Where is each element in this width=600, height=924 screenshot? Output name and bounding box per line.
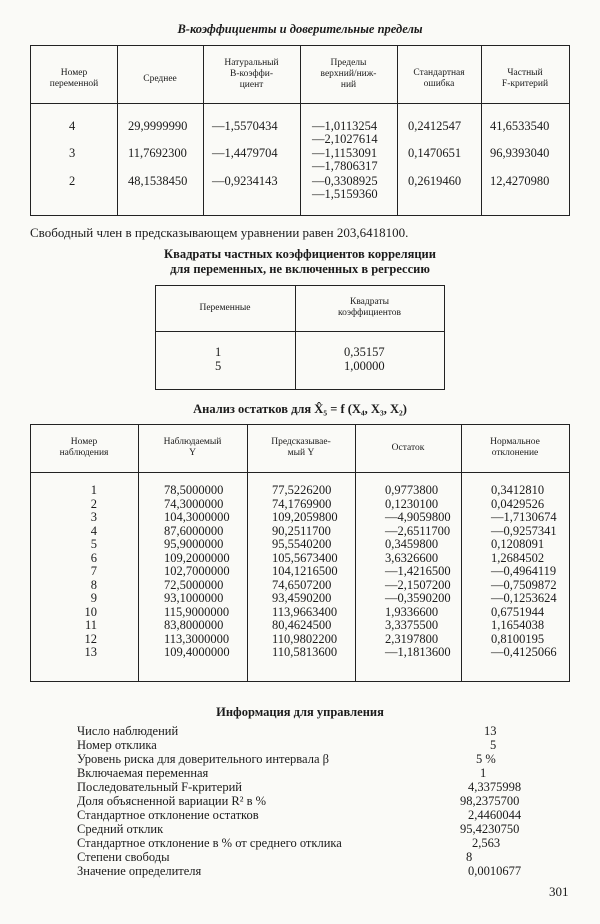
t1-row2-lower: —1,7806317 — [312, 159, 378, 173]
t1-row3-f: 12,4270980 — [490, 174, 550, 188]
t3-header-normdev: Нормальное отклонение — [490, 437, 540, 458]
t3-observed-row10: 115,9000000 — [164, 604, 230, 619]
t1-row2-mean: 11,7692300 — [128, 146, 187, 160]
page-number: 301 — [549, 884, 569, 899]
t3-predicted-row8: 74,6507200 — [272, 577, 332, 592]
t3-predicted-row4: 90,2511700 — [272, 523, 331, 538]
control-value-3: 5 % — [476, 752, 496, 766]
t3-observed-row1: 78,5000000 — [164, 483, 224, 497]
control-value-5: 4,3375998 — [468, 780, 522, 794]
t3-predicted-row12: 110,9802200 — [272, 631, 338, 646]
t2-header-vars: Переменные — [199, 303, 251, 313]
t3-residual-row13: —1,1813600 — [385, 645, 451, 659]
t3-normdev-row4: —0,9257341 — [491, 523, 557, 538]
table3-title: Анализ остатков для X̂₅ = f (X₄, X₃, X₂) — [193, 402, 407, 416]
control-value-4: 1 — [480, 766, 487, 780]
t3-predicted-row10: 113,9663400 — [272, 604, 338, 619]
t1-header-se: Стандартная ошибка — [413, 68, 465, 89]
t3-observed-row5: 95,9000000 — [164, 537, 224, 551]
t3-normdev-row5: 0,1208091 — [491, 537, 545, 551]
table2-title-line2: для переменных, не включенных в регрессию — [170, 262, 430, 276]
t1-row1-coef: —1,5570434 — [212, 119, 278, 133]
t1-header-coef: Натуральный B-коэффи- циент — [224, 58, 279, 90]
t3-num-row12: 12 — [84, 631, 97, 646]
t3-observed-row6: 109,2000000 — [164, 550, 230, 565]
control-value-11: 0,0010677 — [468, 864, 522, 878]
t3-normdev-row7: —0,4964119 — [491, 564, 557, 578]
t1-row2-coef: —1,4479704 — [212, 146, 278, 160]
control-value-8: 95,4230750 — [460, 822, 520, 836]
t1-header-limits: Пределы верхний/ниж- ний — [320, 58, 377, 90]
t3-normdev-row11: 1,1654038 — [491, 618, 545, 632]
control-value-9: 2,563 — [472, 836, 501, 850]
t1-row2-f: 96,9393040 — [490, 146, 550, 160]
t3-predicted-row3: 109,2059800 — [272, 510, 338, 524]
t3-residual-row8: —2,1507200 — [385, 577, 451, 592]
t3-num-row11: 11 — [84, 618, 97, 632]
t3-observed-row4: 87,6000000 — [164, 523, 224, 538]
t3-predicted-row7: 104,1216500 — [272, 564, 338, 578]
t3-residual-row10: 1,9336600 — [385, 604, 439, 619]
control-label-5: Последовательный F-критерий — [77, 780, 242, 794]
t1-row1-num: 4 — [69, 119, 76, 133]
t3-normdev-row12: 0,8100195 — [491, 631, 545, 646]
control-value-7: 2,4460044 — [468, 808, 522, 822]
t3-num-row9: 9 — [90, 591, 97, 605]
control-value-6: 98,2375700 — [460, 794, 520, 808]
t3-predicted-row6: 105,5673400 — [272, 550, 338, 565]
t3-predicted-row5: 95,5540200 — [272, 537, 332, 551]
t3-residual-row3: —4,9059800 — [385, 510, 451, 524]
t2-header-coefs: Квадраты коэффициентов — [337, 297, 402, 318]
t3-num-row1: 1 — [90, 483, 97, 497]
t3-observed-row7: 102,7000000 — [164, 564, 230, 578]
t3-predicted-row13: 110,5813600 — [272, 645, 338, 659]
t3-num-row4: 4 — [90, 523, 97, 538]
t3-residual-row11: 3,3375500 — [385, 618, 439, 632]
t3-residual-row6: 3,6326600 — [385, 550, 439, 565]
control-value-10: 8 — [466, 850, 473, 864]
t1-row1-mean: 29,9999990 — [128, 119, 188, 133]
t3-observed-row9: 93,1000000 — [164, 591, 224, 605]
t1-row2-num: 3 — [69, 146, 76, 160]
t3-header-residual: Остаток — [391, 443, 425, 453]
t3-header-observed: Наблюдаемый Y — [163, 437, 222, 458]
t3-num-row5: 5 — [90, 537, 97, 551]
t3-predicted-row9: 93,4590200 — [272, 591, 332, 605]
control-value-1: 13 — [484, 724, 497, 738]
control-label-3: Уровень риска для доверительного интервала β — [77, 752, 329, 766]
t3-residual-row7: —1,4216500 — [385, 564, 451, 578]
control-label-4: Включаемая переменная — [77, 766, 209, 780]
t3-num-row3: 3 — [90, 510, 97, 524]
free-term-text: Свободный член в предсказывающем уравнении равен 203,6418100. — [30, 225, 409, 240]
t3-residual-row5: 0,3459800 — [385, 537, 439, 551]
t1-row3-upper: —0,3308925 — [312, 174, 378, 188]
t3-predicted-row2: 74,1769900 — [272, 496, 332, 511]
control-label-7: Стандартное отклонение остатков — [77, 808, 259, 822]
t3-observed-row2: 74,3000000 — [164, 496, 224, 511]
t3-normdev-row6: 1,2684502 — [491, 550, 545, 565]
t1-row1-se: 0,2412547 — [408, 119, 462, 133]
t3-observed-row3: 104,3000000 — [164, 510, 230, 524]
t3-normdev-row8: —0,7509872 — [491, 577, 557, 592]
t3-residual-row1: 0,9773800 — [385, 483, 439, 497]
t3-observed-row13: 109,4000000 — [164, 645, 230, 659]
t1-row3-coef: —0,9234143 — [212, 174, 278, 188]
control-label-6: Доля объясненной вариации R² в % — [77, 794, 267, 808]
t3-residual-row4: —2,6511700 — [385, 523, 451, 538]
control-label-8: Средний отклик — [77, 822, 164, 836]
t3-normdev-row1: 0,3412810 — [491, 483, 545, 497]
control-label-2: Номер отклика — [77, 738, 157, 752]
t3-normdev-row2: 0,0429526 — [491, 496, 545, 511]
control-label-9: Стандартное отклонение в % от среднего отклика — [77, 836, 342, 850]
t3-num-row13: 13 — [84, 645, 97, 659]
t1-row1-lower: —2,1027614 — [312, 132, 378, 146]
t3-predicted-row11: 80,4624500 — [272, 618, 332, 632]
t2-vars: 1 5 — [215, 345, 222, 373]
t3-normdev-row3: —1,7130674 — [491, 510, 557, 524]
t1-header-mean: Среднее — [143, 74, 177, 84]
t3-predicted-row1: 77,5226200 — [272, 483, 332, 497]
t1-row3-num: 2 — [69, 174, 76, 188]
t1-row2-se: 0,1470651 — [408, 146, 462, 160]
t1-header-f: Частный F-критерий — [501, 68, 549, 89]
t3-num-row2: 2 — [90, 496, 97, 511]
t3-header-predicted: Предсказывае- мый Y — [271, 437, 331, 458]
t3-normdev-row13: —0,4125066 — [491, 645, 557, 659]
t1-row1-upper: —1,0113254 — [312, 119, 378, 133]
t1-row3-mean: 48,1538450 — [128, 174, 188, 188]
t3-residual-row2: 0,1230100 — [385, 496, 439, 511]
control-title: Информация для управления — [216, 705, 384, 719]
t3-observed-row8: 72,5000000 — [164, 577, 224, 592]
t3-residual-row12: 2,3197800 — [385, 631, 439, 646]
t1-row2-upper: —1,1153091 — [312, 146, 378, 160]
t3-observed-row12: 113,3000000 — [164, 631, 230, 646]
t3-normdev-row9: —0,1253624 — [491, 591, 557, 605]
t2-coefs: 0,35157 1,00000 — [344, 345, 385, 373]
t3-normdev-row10: 0,6751944 — [491, 604, 545, 619]
table2-title-line1: Квадраты частных коэффициентов корреляции — [164, 247, 436, 261]
t3-observed-row11: 83,8000000 — [164, 618, 224, 632]
control-label-10: Степени свободы — [77, 850, 170, 864]
t1-row1-f: 41,6533540 — [490, 119, 550, 133]
t3-num-row8: 8 — [90, 577, 97, 592]
control-value-2: 5 — [490, 738, 497, 752]
t1-header-number: Номер переменной — [49, 68, 99, 89]
t3-num-row10: 10 — [84, 604, 97, 619]
t1-row3-se: 0,2619460 — [408, 174, 462, 188]
t3-num-row6: 6 — [90, 550, 97, 565]
t3-residual-row9: —0,3590200 — [385, 591, 451, 605]
control-label-11: Значение определителя — [77, 864, 202, 878]
t3-header-num: Номер наблюдения — [59, 437, 109, 458]
t3-num-row7: 7 — [90, 564, 97, 578]
control-label-1: Число наблюдений — [77, 724, 179, 738]
t1-row3-lower: —1,5159360 — [312, 187, 378, 201]
table1-title: B-коэффициенты и доверительные пределы — [177, 22, 423, 36]
